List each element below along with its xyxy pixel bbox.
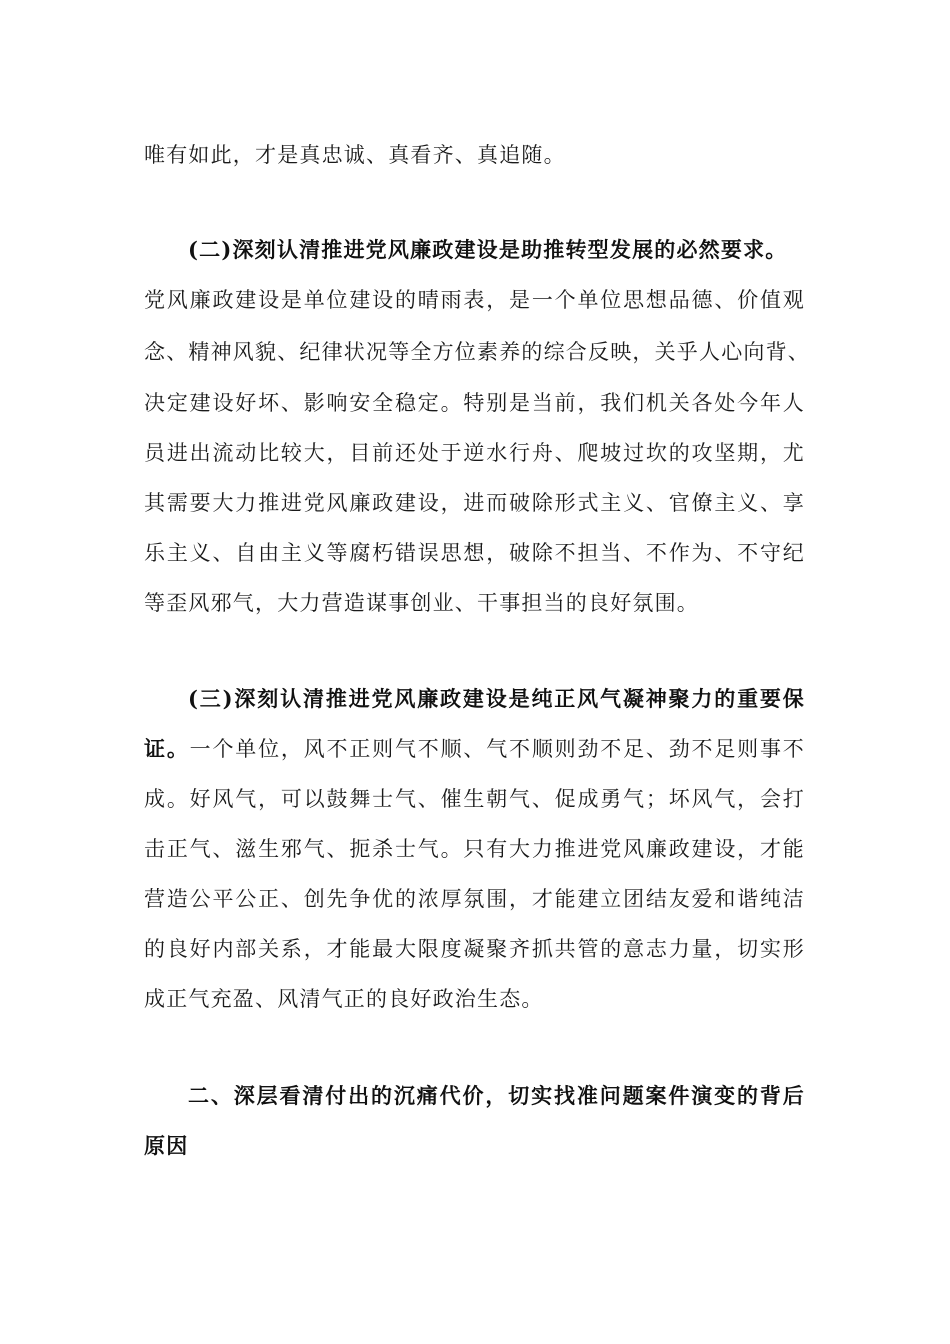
body-text-line: 击正气、滋生邪气、扼杀士气。只有大力推进党风廉政建设，才能 [144, 837, 805, 861]
section-heading-2: (二)深刻认清推进党风廉政建设是助推转型发展的必然要求。 [188, 237, 788, 262]
body-text-line: 的良好内部关系，才能最大限度凝聚齐抓共管的意志力量，切实形 [144, 937, 805, 961]
body-text-line: 成。好风气，可以鼓舞士气、催生朝气、促成勇气；坏风气，会打 [144, 787, 805, 811]
chapter-heading-2-continuation: 原因 [144, 1133, 189, 1158]
body-text-line: 成正气充盈、风清气正的良好政治生态。 [144, 987, 544, 1011]
heading-continuation: 证。 [144, 736, 190, 761]
body-text-line: 等歪风邪气，大力营造谋事创业、干事担当的良好氛围。 [144, 591, 699, 615]
body-text-line: 乐主义、自由主义等腐朽错误思想，破除不担当、不作为、不守纪 [144, 541, 805, 565]
chapter-heading-2: 二、深层看清付出的沉痛代价，切实找准问题案件演变的背后 [188, 1083, 805, 1108]
body-text-line: 员进出流动比较大，目前还处于逆水行舟、爬坡过坎的攻坚期，尤 [144, 441, 805, 465]
body-text-line [144, 734, 805, 764]
body-text-line: 决定建设好坏、影响安全稳定。特别是当前，我们机关各处今年人 [144, 391, 805, 415]
body-text-line: 唯有如此，才是真忠诚、真看齐、真追随。 [144, 143, 566, 167]
body-text-line: 其需要大力推进党风廉政建设，进而破除形式主义、官僚主义、享 [144, 491, 805, 515]
body-text-line: 念、精神风貌、纪律状况等全方位素养的综合反映，关乎人心向背、 [144, 340, 810, 364]
body-text-line: 党风廉政建设是单位建设的晴雨表，是一个单位思想品德、价值观 [144, 288, 805, 312]
body-text-segment: 一个单位，风不正则气不顺、气不顺则劲不足、劲不足则事不 [189, 737, 805, 761]
body-text-line: 营造公平公正、创先争优的浓厚氛围，才能建立团结友爱和谐纯洁 [144, 887, 805, 911]
section-heading-3: (三)深刻认清推进党风廉政建设是纯正风气凝神聚力的重要保 [188, 686, 805, 711]
